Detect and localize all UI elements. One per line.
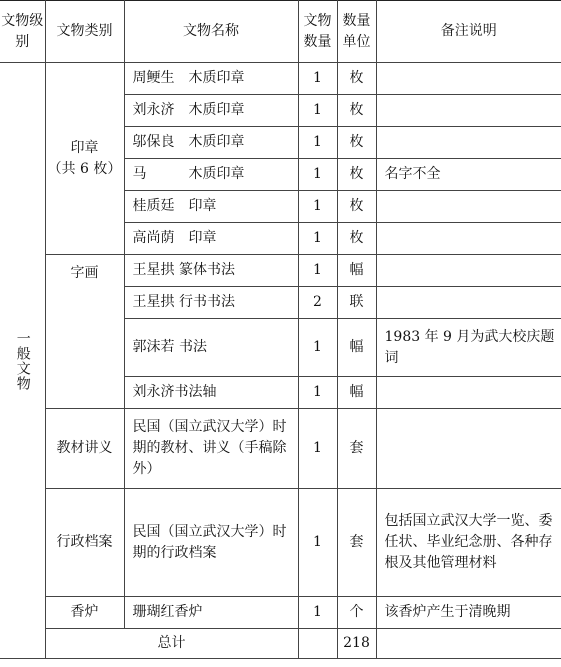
- row-name: 王星拱 篆体书法: [124, 255, 298, 287]
- row-note: [376, 377, 561, 409]
- table-row: [0, 63, 561, 95]
- row-unit: 枚: [337, 223, 376, 255]
- row-count: 1: [298, 409, 337, 489]
- row-unit: 幅: [337, 319, 376, 377]
- row-note: 该香炉产生于清晚期: [376, 597, 561, 629]
- header-level: 文物级别: [0, 1, 45, 63]
- row-count: 2: [298, 287, 337, 319]
- category-censer: 香炉: [45, 597, 124, 629]
- row-count: 1: [298, 63, 337, 95]
- total-row: [0, 629, 561, 659]
- header-category: 文物类别: [45, 1, 124, 63]
- category-seals-label: 印章: [70, 139, 99, 156]
- total-count: 218: [337, 629, 376, 659]
- row-count: 1: [298, 159, 337, 191]
- row-note: 名字不全: [376, 159, 561, 191]
- row-name: 民国（国立武汉大学）时期的教材、讲义（手稿除外）: [124, 409, 298, 489]
- table-row: [0, 597, 561, 629]
- table-row: [0, 489, 561, 597]
- row-count: 1: [298, 223, 337, 255]
- row-name: 高尚荫 印章: [124, 223, 298, 255]
- row-unit: 枚: [337, 159, 376, 191]
- header-name: 文物名称: [124, 1, 298, 63]
- row-note: [376, 127, 561, 159]
- header-row: [0, 1, 561, 63]
- row-name: 马 木质印章: [124, 159, 298, 191]
- row-note: [376, 223, 561, 255]
- category-seals-sub: （共 6 枚）: [47, 160, 122, 177]
- row-name: 邬保良 木质印章: [124, 127, 298, 159]
- level-cell: [0, 63, 45, 659]
- row-note: [376, 95, 561, 127]
- row-unit: 套: [337, 489, 376, 597]
- row-count: 1: [298, 191, 337, 223]
- row-name: 周鲠生 木质印章: [124, 63, 298, 95]
- row-count: 1: [298, 319, 337, 377]
- row-count: 1: [298, 377, 337, 409]
- row-name: 刘永济书法轴: [124, 377, 298, 409]
- header-unit: 数量单位: [337, 1, 376, 63]
- row-note: 包括国立武汉大学一览、委任状、毕业纪念册、各种存根及其他管理材料: [376, 489, 561, 597]
- row-unit: 联: [337, 287, 376, 319]
- row-name: 刘永济 木质印章: [124, 95, 298, 127]
- row-name: 珊瑚红香炉: [124, 597, 298, 629]
- row-name: 郭沫若 书法: [124, 319, 298, 377]
- row-count: 1: [298, 255, 337, 287]
- row-name: 王星拱 行书书法: [124, 287, 298, 319]
- total-label: 总计: [45, 629, 298, 659]
- row-unit: 枚: [337, 127, 376, 159]
- row-count: 1: [298, 127, 337, 159]
- table-row: [0, 255, 561, 287]
- level-label: 一般文物: [14, 330, 31, 391]
- row-note: [376, 191, 561, 223]
- row-note: 1983 年 9 月为武大校庆题词: [376, 319, 561, 377]
- table-row: [0, 409, 561, 489]
- row-count: 1: [298, 597, 337, 629]
- row-unit: 枚: [337, 191, 376, 223]
- row-count: 1: [298, 95, 337, 127]
- category-seals: [45, 63, 124, 255]
- row-unit: 枚: [337, 63, 376, 95]
- row-unit: 套: [337, 409, 376, 489]
- row-note: [376, 409, 561, 489]
- category-archives: 行政档案: [45, 489, 124, 597]
- total-empty-unit: [376, 629, 561, 659]
- row-name: 民国（国立武汉大学）时期的行政档案: [124, 489, 298, 597]
- header-note: 备注说明: [376, 1, 561, 63]
- category-textbooks: 教材讲义: [45, 409, 124, 489]
- row-note: [376, 287, 561, 319]
- row-note: [376, 255, 561, 287]
- category-calligraphy: 字画: [45, 255, 124, 409]
- row-unit: 幅: [337, 377, 376, 409]
- row-unit: 幅: [337, 255, 376, 287]
- row-note: [376, 63, 561, 95]
- row-unit: 枚: [337, 95, 376, 127]
- row-name: 桂质廷 印章: [124, 191, 298, 223]
- header-count: 文物数量: [298, 1, 337, 63]
- row-unit: 个: [337, 597, 376, 629]
- total-empty-name: [298, 629, 337, 659]
- row-count: 1: [298, 489, 337, 597]
